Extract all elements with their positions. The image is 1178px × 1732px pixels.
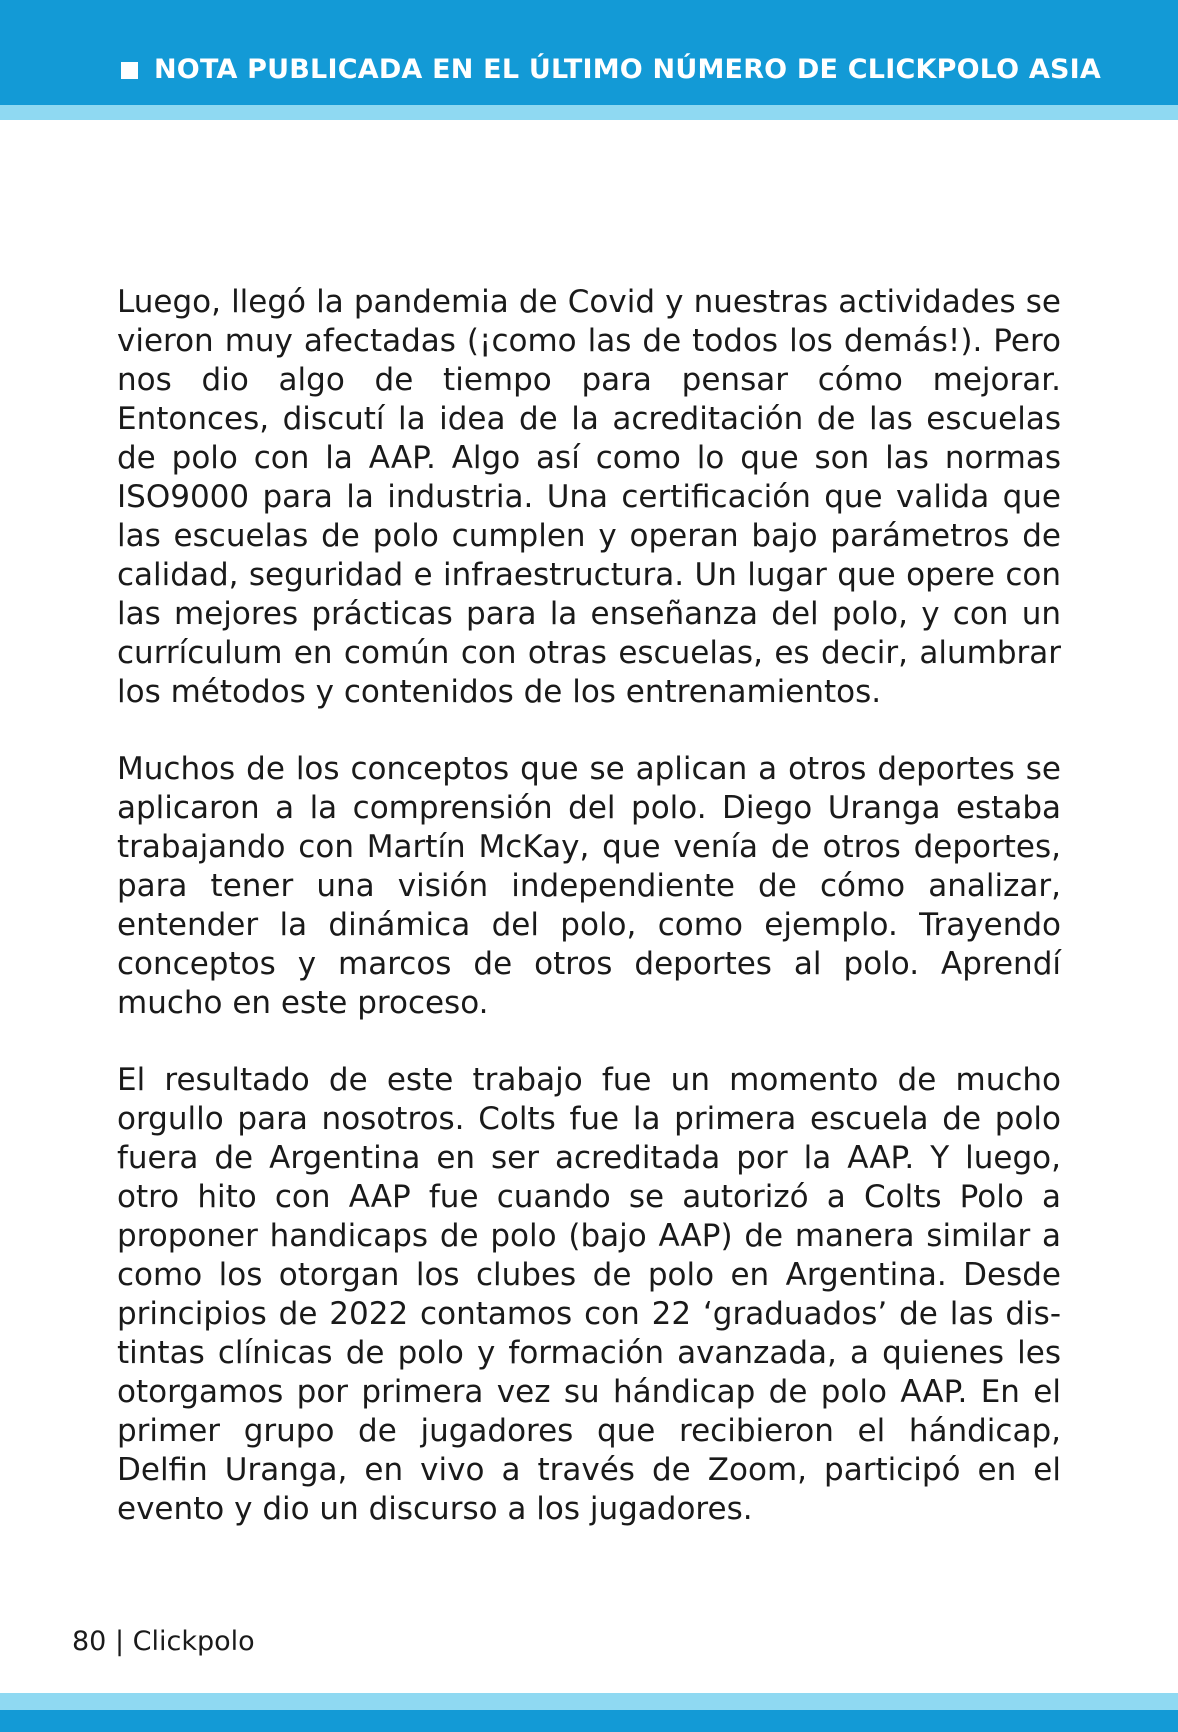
article-paragraph-1: Luego, llegó la pandemia de Covid y nuestras actividades se vieron muy afectadas (¡como las de todos los demás!). Pero nos dio algo de tiempo para pensar cómo mejorar. Entonces, discutí la idea de la acreditación de las escuelas de polo con la AAP. Algo así como lo que son las normas ISO9000 para la industria. Una certificación que valida que las escuelas de polo cumplen y operan bajo parámetros de calidad, seguridad e infraestructura. Un lugar que opere con las mejores prácticas para la enseñanza del polo, y con un currículum en común con otras escuelas, es decir, alumbrar los métodos y contenidos de los entrenamientos. bbox=[117, 284, 1061, 710]
article-paragraph-2: Muchos de los conceptos que se aplican a otros deportes se aplicaron a la comprensión del polo. Diego Uranga estaba trabajando con Martín McKay, que venía de otros deportes, para tener una visión independiente de cómo analizar, entender la dinámica del polo, como ejemplo. Trayendo conceptos y marcos de otros deportes al polo. Aprendí mucho en este proceso. bbox=[117, 751, 1061, 1021]
footer-band bbox=[0, 1710, 1178, 1732]
page-folio: 80 | Clickpolo bbox=[72, 1626, 255, 1657]
article-body bbox=[117, 283, 1061, 1567]
header-accent-stripe bbox=[0, 105, 1178, 120]
header-title: NOTA PUBLICADA EN EL ÚLTIMO NÚMERO DE CLICKPOLO ASIA bbox=[154, 54, 1102, 85]
header-square-bullet-icon bbox=[121, 62, 138, 79]
article-paragraph-3: El resultado de este trabajo fue un momento de mucho orgullo para nosotros. Colts fue la primera escuela de polo fuera de Argentina en ser acreditada por la AAP. Y luego, otro hito con AAP fue cuando se autorizó a Colts Polo a proponer handicaps de polo (bajo AAP) de manera similar a como los otorgan los clubes de polo en Argentina. Desde principios de 2022 contamos con 22 ‘graduados’ de las distintas clínicas de polo y formación avanzada, a quienes les otorgamos por primera vez su hándicap de polo AAP. En el primer grupo de jugadores que recibieron el hándicap, Delfin Uranga, en vivo a través de Zoom, participó en el evento y dio un discurso a los jugadores. bbox=[117, 1062, 1061, 1527]
footer-accent-stripe bbox=[0, 1693, 1178, 1710]
